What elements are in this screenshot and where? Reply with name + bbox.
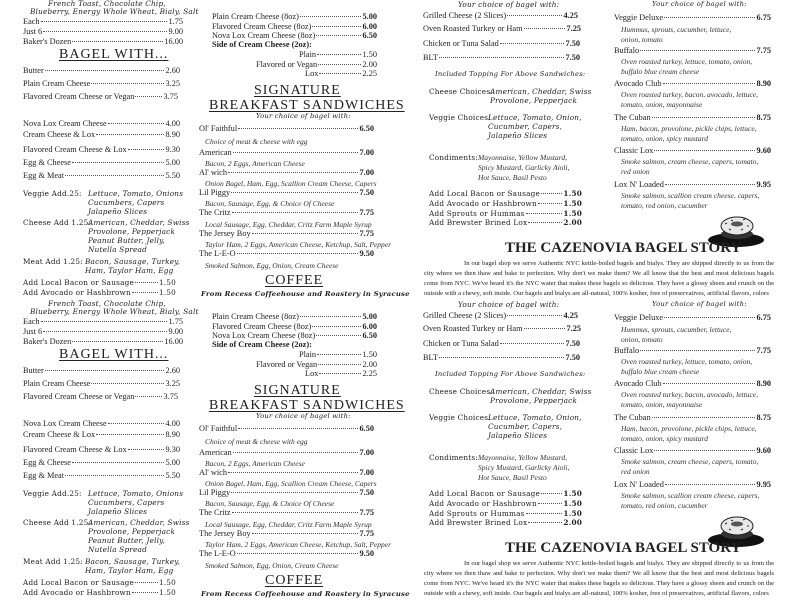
topping-options: American, Cheddar, Swiss [490,387,592,396]
menu-item: Buffalo 7.75 [614,46,771,55]
menu-item: Oven Roasted Turkey or Ham 7.25 [423,324,581,333]
addon-options: Bacon, Sausage, Turkey, [85,557,181,566]
item-description: Ham, bacon, provolone, pickle chips, lettuce, [621,424,757,433]
menu-item: Lil Piggy 7.50 [199,488,374,497]
story-text: In our bagel shop we serve Authentic NYC kettle-boiled bagels and bialys. They are shipped directly to us from the city where we then thaw and bake to perfection. Why don't we make them? We all know that the best and most delicious bagels come from NYC. We've heard it's the NYC water that makes these bagels so delicious. They have a glossy sheen and crunch on the outside with a chewy, soft inside. Our bagels and bialys are all-natural, 100% kosher, free of preservatives, artificial flavors, colors [424,260,774,297]
addon-label: Cheese Add 1.25: [23,218,92,227]
addon-options: Ham, Taylor Ham, Egg [85,566,174,575]
section-subtitle: From Recess Coffeehouse and Roastery in Syracuse [201,590,410,598]
menu-item: Plain Cream Cheese 3.25 [23,379,180,388]
menu-item: Flavored Cream Cheese or Vegan 3.75 [23,392,178,401]
section-subtitle: Your choice of bagel with: [652,300,747,308]
menu-item: Butter 2.60 [23,66,180,75]
topping-options: Hot Sauce, Basil Pesto [478,473,547,482]
item-description: tomato, onion, mayonnaise [621,100,703,109]
item-description: onion, tomato [621,35,663,44]
topping-label: Veggie Choices: [429,113,491,122]
menu-item: Lox N' Loaded 9.95 [614,480,771,489]
menu-item: Nova Lox Cream Cheese (8oz) 6.50 [212,31,377,40]
topping-options: Cucumber, Capers, [488,422,563,431]
menu-item: Nova Lox Cream Cheese 4.00 [23,119,180,128]
item-description: Local Sausage, Egg, Cheddar, Critz Farm Maple Syrup [205,520,372,529]
addon-label: Cheese Add 1.25: [23,518,92,527]
item-description: Choice of meat & cheese with egg [205,437,308,446]
menu-item: Al' wich 7.00 [199,168,374,177]
menu-item: The Jersey Boy 7.75 [199,229,374,238]
addon-options: Provolone, Pepperjack [88,527,176,536]
item-description: Smoked Salmon, Egg, Onion, Cream Cheese [205,261,339,270]
menu-item: Add Sprouts or Hummas 1.50 [429,209,582,218]
item-description: Hummus, sprouts, cucumber, lettuce, [621,325,732,334]
menu-item: Egg & Cheese 5.00 [23,458,180,467]
menu-item: Plain Cream Cheese (8oz) 5.00 [212,12,377,21]
item-description: Onion Bagel, Ham, Egg, Scallion Cream Cheese, Capers [205,479,377,488]
addon-options: Lettuce, Tomato, Onions [88,189,184,198]
topping-options: Cucumber, Capers, [488,122,563,131]
flavors-text: French Toast, Chocolate Chip, [48,300,166,308]
item-description: Bacon, Sausage, Egg, & Choice Of Cheese [205,499,335,508]
addon-label: Meat Add 1.25: [23,257,83,266]
menu-item: Lox 2.25 [305,369,377,378]
menu-item: Al' wich 7.00 [199,468,374,477]
menu-item: Flavored or Vegan 2.00 [256,360,377,369]
menu-item: Add Avocado or Hashbrown 1.50 [429,499,582,508]
item-description: Smoke salmon, scallion cream cheese, capers, [621,491,760,500]
item-description: Bacon, Sausage, Egg, & Choice Of Cheese [205,199,335,208]
topping-options: Mayonnaise, Yellow Mustard, [478,453,568,462]
topping-label: Cheese Choices: [429,87,493,96]
item-description: red onion [621,167,650,176]
addon-options: Cucumbers, Capers [88,498,165,507]
section-subtitle: Your choice of bagel with: [256,112,351,120]
addon-label: Veggie Add.25: [23,489,82,498]
menu-item: Add Local Bacon or Sausage 1.50 [23,578,176,587]
topping-options: Spicy Mustard, Garlicky Aioli, [478,163,570,172]
item-description: red onion [621,467,650,476]
addon-options: Ham, Taylor Ham, Egg [85,266,174,275]
menu-item: Avocado Club 8.90 [614,79,771,88]
menu-item: The L-E-O 9.50 [199,249,374,258]
section-subtitle: Included Topping For Above Sandwiches: [435,370,586,378]
section-heading: SIGNATURE [254,83,341,98]
menu-item: Ol' Faithful 6.50 [199,424,374,433]
menu-item: Flavored Cream Cheese (8oz) 6.00 [212,322,377,331]
topping-label: Cheese Choices: [429,387,493,396]
menu-item: Flavored Cream Cheese & Lox 9.30 [23,445,180,454]
menu-item: Grilled Cheese (2 Slices) 4.25 [423,311,578,320]
flavors-text: French Toast, Chocolate Chip, [48,0,166,8]
menu-item: The L-E-O 9.50 [199,549,374,558]
item-description: Oven roasted turkey, bacon, avocado, lettuce, [621,390,758,399]
menu-item: The Critz 7.75 [199,208,374,217]
menu-item: Cream Cheese & Lox 8.90 [23,430,180,439]
menu-item: Plain Cream Cheese 3.25 [23,79,180,88]
menu-item: Add Sprouts or Hummas 1.50 [429,509,582,518]
addon-label: Veggie Add.25: [23,189,82,198]
section-heading: BREAKFAST SANDWICHES [209,398,405,413]
addon-options: Peanut Butter, Jelly, [88,536,166,545]
flavors-text: Blueberry, Energy Whole Wheat, Bialy, Salt [30,7,199,16]
item-description: tomato, red onion, cucumber [621,501,708,510]
item-description: onion, tomato [621,335,663,344]
menu-item: Just 6 9.00 [23,327,183,336]
item-description: tomato, onion, spicy mustard [621,434,709,443]
addon-label: Meat Add 1.25: [23,557,83,566]
item-description: Local Sausage, Egg, Cheddar, Critz Farm Maple Syrup [205,220,372,229]
side-label: Side of Cream Cheese (2oz): [212,340,312,349]
item-description: buffalo blue cream cheese [621,367,700,376]
addon-options: Bacon, Sausage, Turkey, [85,257,181,266]
section-heading: COFFEE [265,273,324,288]
item-description: Taylor Ham, 2 Eggs, American Cheese, Ketchup, Salt, Pepper [205,540,392,549]
topping-options: Provolone, Pepperjack [490,396,578,405]
topping-options: Hot Sauce, Basil Pesto [478,173,547,182]
menu-item: Veggie Deluxe 6.75 [614,13,771,22]
menu-item: The Cuban 8.75 [614,413,771,422]
menu-item: The Critz 7.75 [199,508,374,517]
story-title: THE CAZENOVIA BAGEL STORY [505,240,742,256]
addon-options: Lettuce, Tomato, Onions [88,489,184,498]
menu-item: Egg & Meat 5.50 [23,171,180,180]
item-description: tomato, red onion, cucumber [621,201,708,210]
menu-item: BLT 7.50 [423,353,580,362]
menu-item: Just 6 9.00 [23,27,183,36]
item-description: Taylor Ham, 2 Eggs, American Cheese, Ketchup, Salt, Pepper [205,240,392,249]
item-description: Oven roasted turkey, lettuce, tomato, onion, [621,357,753,366]
menu-item: The Cuban 8.75 [614,113,771,122]
section-subtitle: From Recess Coffeehouse and Roastery in Syracuse [201,290,410,298]
menu-item: BLT 7.50 [423,53,580,62]
menu-item: Plain Cream Cheese (8oz) 5.00 [212,312,377,321]
item-description: Choice of meat & cheese with egg [205,137,308,146]
section-heading: BAGEL WITH... [59,47,169,62]
item-description: Smoke salmon, scallion cream cheese, capers, [621,191,760,200]
menu-item: Add Avocado or Hashbrown 1.50 [429,199,582,208]
topping-options: Mayonnaise, Yellow Mustard, [478,153,568,162]
menu-item: American 7.00 [199,448,374,457]
topping-options: Jalapeño Slices [488,431,548,440]
topping-options: Lettuce, Tomato, Onion, [488,413,582,422]
addon-options: Peanut Butter, Jelly, [88,236,166,245]
item-description: Bacon, 2 Eggs, American Cheese [205,459,305,468]
item-description: Oven roasted turkey, lettuce, tomato, onion, [621,57,753,66]
menu-item: Ol' Faithful 6.50 [199,124,374,133]
topping-label: Veggie Choices: [429,413,491,422]
topping-options: Lettuce, Tomato, Onion, [488,113,582,122]
menu-item: Chicken or Tuna Salad 7.50 [423,339,580,348]
item-description: Bacon, 2 Eggs, American Cheese [205,159,305,168]
menu-item: Flavored Cream Cheese or Vegan 3.75 [23,92,178,101]
menu-item: Buffalo 7.75 [614,346,771,355]
menu-item: Add Avocado or Hashbrown 1.50 [23,288,176,297]
menu-item: Chicken or Tuna Salad 7.50 [423,39,580,48]
menu-item: Each 1.75 [23,317,183,326]
addon-options: Cucumbers, Capers [88,198,165,207]
menu-item: Lil Piggy 7.50 [199,188,374,197]
topping-label: Condiments: [429,153,478,162]
menu-item: Nova Lox Cream Cheese (8oz) 6.50 [212,331,377,340]
menu-item: Each 1.75 [23,17,183,26]
menu-item: Flavored Cream Cheese (8oz) 6.00 [212,22,377,31]
section-subtitle: Included Topping For Above Sandwiches: [435,70,586,78]
item-description: Oven roasted turkey, bacon, avocado, lettuce, [621,90,758,99]
topping-label: Condiments: [429,453,478,462]
menu-item: Add Local Bacon or Sausage 1.50 [429,189,582,198]
menu-item: Classic Lox 9.60 [614,146,771,155]
menu-item: Oven Roasted Turkey or Ham 7.25 [423,24,581,33]
menu-item: Lox N' Loaded 9.95 [614,180,771,189]
topping-options: Provolone, Pepperjack [490,96,578,105]
menu-item: Egg & Cheese 5.00 [23,158,180,167]
menu-item: Plain 1.50 [299,350,377,359]
item-description: Smoke salmon, cream cheese, capers, tomato, [621,457,759,466]
addon-options: Jalapeño Slices [88,507,148,516]
addon-options: Jalapeño Slices [88,207,148,216]
menu-item: Egg & Meat 5.50 [23,471,180,480]
item-description: Smoked Salmon, Egg, Onion, Cream Cheese [205,561,339,570]
topping-options: Spicy Mustard, Garlicky Aioli, [478,463,570,472]
section-subtitle: Your choice of bagel with: [458,0,560,9]
menu-page [0,300,800,600]
menu-item: Nova Lox Cream Cheese 4.00 [23,419,180,428]
menu-item: Veggie Deluxe 6.75 [614,313,771,322]
menu-item: Classic Lox 9.60 [614,446,771,455]
addon-options: American, Cheddar, Swiss [88,518,190,527]
menu-item: Add Brewster Brined Lox 2.00 [429,218,582,227]
menu-item: Lox 2.25 [305,69,377,78]
item-description: Hummus, sprouts, cucumber, lettuce, [621,25,732,34]
menu-item: The Jersey Boy 7.75 [199,529,374,538]
item-description: Smoke salmon, cream cheese, capers, tomato, [621,157,759,166]
section-heading: COFFEE [265,573,324,588]
section-heading: SIGNATURE [254,383,341,398]
story-title: THE CAZENOVIA BAGEL STORY [505,540,742,556]
menu-item: Baker's Dozen 16.00 [23,37,183,46]
menu-item: Avocado Club 8.90 [614,379,771,388]
section-heading: BREAKFAST SANDWICHES [209,98,405,113]
story-text: In our bagel shop we serve Authentic NYC kettle-boiled bagels and bialys. They are shipped directly to us from the city where we then thaw and bake to perfection. Why don't we make them? We all know that the best and most delicious bagels come from NYC. We've heard it's the NYC water that makes these bagels so delicious. They have a glossy sheen and crunch on the outside with a chewy, soft inside. Our bagels and bialys are all-natural, 100% kosher, free of preservatives, artificial flavors, colors [424,560,774,597]
item-description: tomato, onion, spicy mustard [621,134,709,143]
addon-options: Nutella Spread [88,245,147,254]
section-subtitle: Your choice of bagel with: [256,412,351,420]
section-heading: BAGEL WITH... [59,347,169,362]
menu-item: Add Avocado or Hashbrown 1.50 [23,588,176,597]
menu-item: Add Local Bacon or Sausage 1.50 [429,489,582,498]
menu-item: Butter 2.60 [23,366,180,375]
section-subtitle: Your choice of bagel with: [458,300,560,309]
side-label: Side of Cream Cheese (2oz): [212,40,312,49]
menu-item: American 7.00 [199,148,374,157]
item-description: Ham, bacon, provolone, pickle chips, lettuce, [621,124,757,133]
menu-item: Flavored Cream Cheese & Lox 9.30 [23,145,180,154]
topping-options: American, Cheddar, Swiss [490,87,592,96]
menu-item: Cream Cheese & Lox 8.90 [23,130,180,139]
menu-item: Plain 1.50 [299,50,377,59]
menu-item: Add Local Bacon or Sausage 1.50 [23,278,176,287]
addon-options: American, Cheddar, Swiss [88,218,190,227]
section-subtitle: Your choice of bagel with: [652,0,747,8]
item-description: Onion Bagel, Ham, Egg, Scallion Cream Cheese, Capers [205,179,377,188]
menu-item: Baker's Dozen 16.00 [23,337,183,346]
menu-item: Flavored or Vegan 2.00 [256,60,377,69]
topping-options: Jalapeño Slices [488,131,548,140]
flavors-text: Blueberry, Energy Whole Wheat, Bialy, Salt [30,307,199,316]
addon-options: Nutella Spread [88,545,147,554]
addon-options: Provolone, Pepperjack [88,227,176,236]
item-description: buffalo blue cream cheese [621,67,700,76]
item-description: tomato, onion, mayonnaise [621,400,703,409]
menu-item: Add Brewster Brined Lox 2.00 [429,518,582,527]
menu-item: Grilled Cheese (2 Slices) 4.25 [423,11,578,20]
